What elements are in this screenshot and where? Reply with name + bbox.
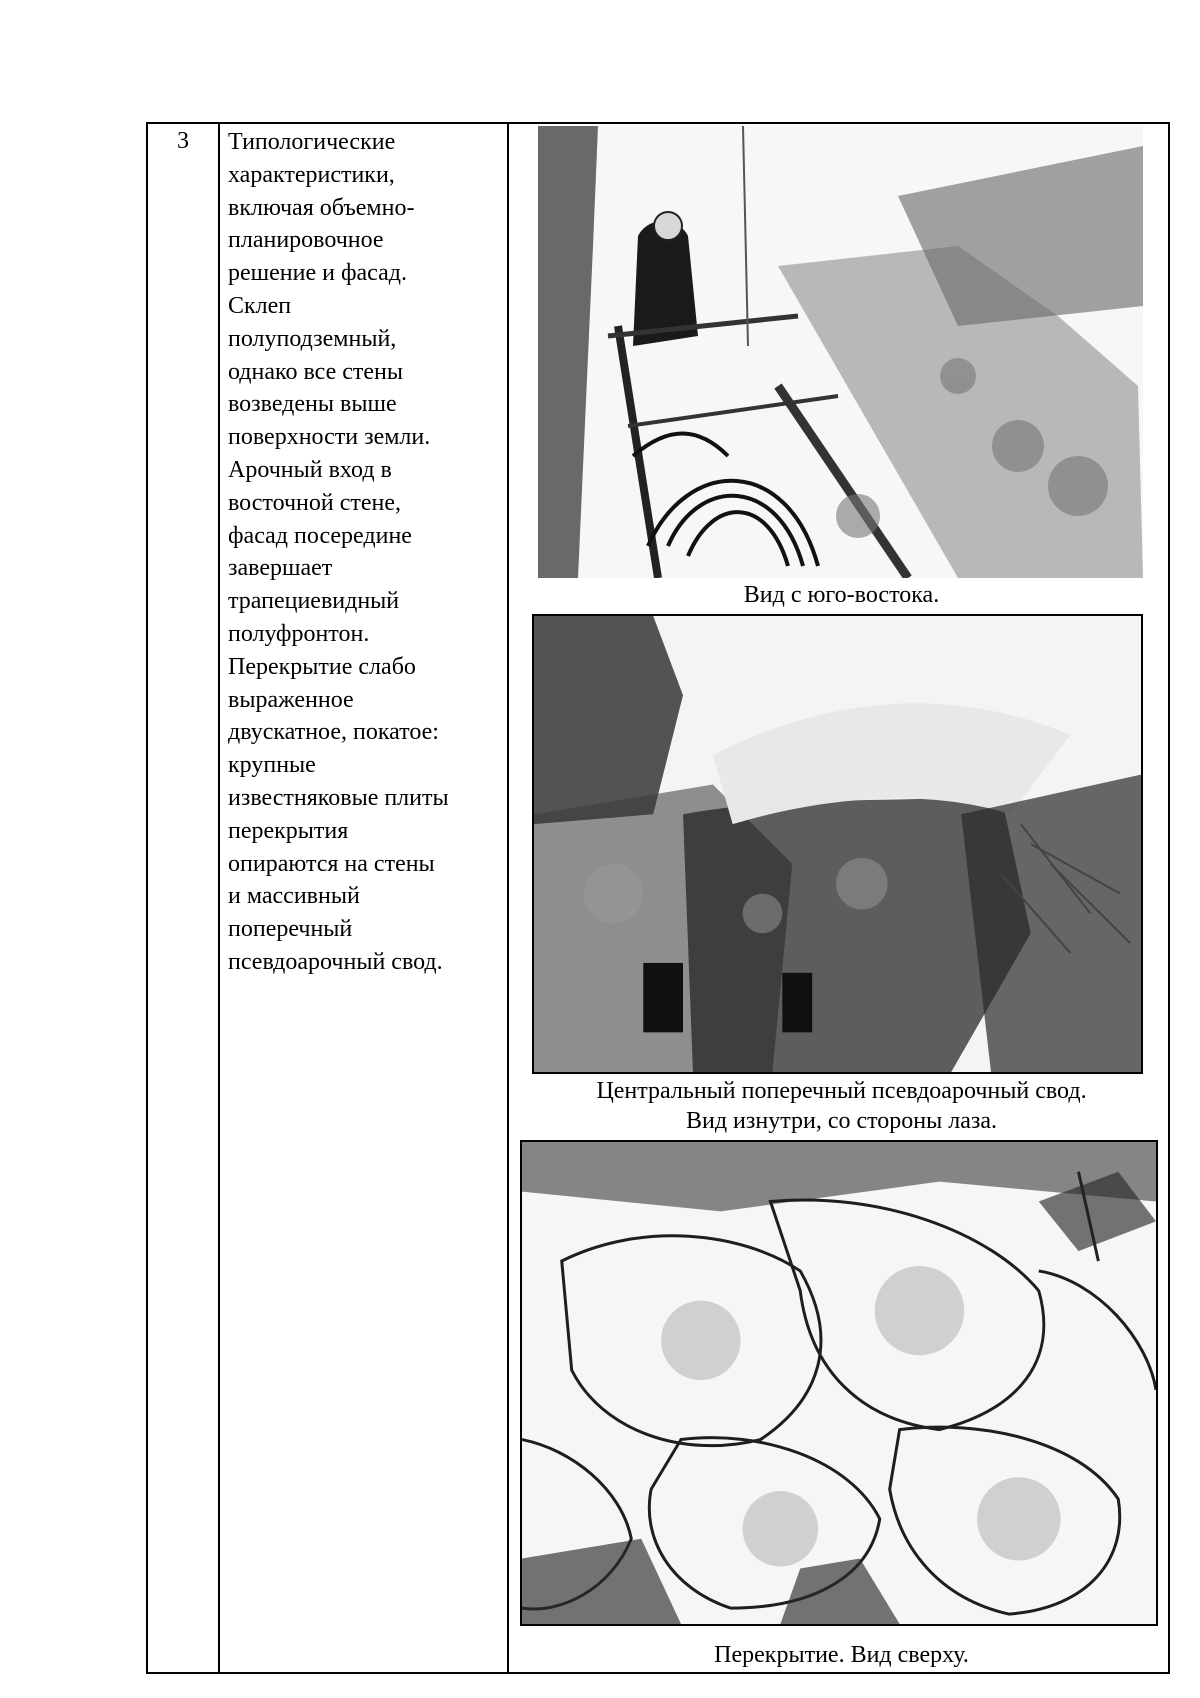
row-description [228, 126, 506, 979]
description-line: однако все стены [228, 358, 404, 385]
photo-roof-top-view-image [522, 1142, 1156, 1624]
description-line: фасад посередине [228, 522, 412, 549]
row-number: 3 [177, 128, 189, 154]
caption-line: Центральный поперечный псевдоарочный свод. [596, 1078, 1087, 1104]
description-line: Склеп [228, 292, 292, 319]
table-border-left [146, 122, 148, 1674]
table-border-bottom [146, 1672, 1170, 1674]
caption-line: Вид с юго-востока. [743, 582, 940, 608]
description-line: характеристики, [228, 161, 395, 188]
photo-caption [515, 1640, 1168, 1670]
description-line: планировочное [228, 227, 384, 254]
description-line: Перекрытие слабо [228, 653, 416, 680]
description-line: поверхности земли. [228, 424, 431, 451]
caption-line: Вид изнутри, со стороны лаза. [685, 1108, 998, 1134]
column-divider-1 [218, 122, 220, 1674]
description-line: полуфронтон. [228, 620, 370, 647]
description-line: Типологические [228, 129, 396, 155]
description-line: восточной стене, [228, 489, 402, 516]
description-line: и массивный [228, 883, 360, 910]
description-line: полуподземный, [228, 325, 397, 352]
description-line: трапециевидный [228, 588, 400, 615]
photo-vault-interior-image [534, 616, 1141, 1072]
description-line: крупные [228, 752, 316, 779]
photo-vault-interior [532, 614, 1143, 1074]
column-divider-2 [507, 122, 509, 1674]
description-line: перекрытия [228, 817, 349, 844]
photo-caption [515, 1076, 1168, 1136]
description-line: псевдоарочный свод. [228, 948, 443, 975]
description-line: опираются на стены [228, 850, 435, 877]
photo-southeast-view [538, 126, 1143, 578]
description-line: выраженное [228, 686, 354, 713]
description-line: возведены выше [228, 391, 397, 418]
description-line: известняковые плиты [228, 784, 449, 811]
description-line: двускатное, покатое: [228, 719, 439, 746]
photo-southeast-view-image [538, 126, 1143, 578]
description-line: поперечный [228, 916, 353, 943]
table-border-right [1168, 122, 1170, 1674]
photo-caption [515, 580, 1168, 610]
table-border-top [146, 122, 1170, 124]
description-line: включая объемно- [228, 194, 415, 221]
description-line: завершает [228, 555, 333, 582]
description-line: решение и фасад. [228, 260, 407, 287]
description-line: Арочный вход в [228, 456, 392, 483]
caption-line: Перекрытие. Вид сверху. [714, 1642, 969, 1668]
photo-roof-top-view [520, 1140, 1158, 1626]
